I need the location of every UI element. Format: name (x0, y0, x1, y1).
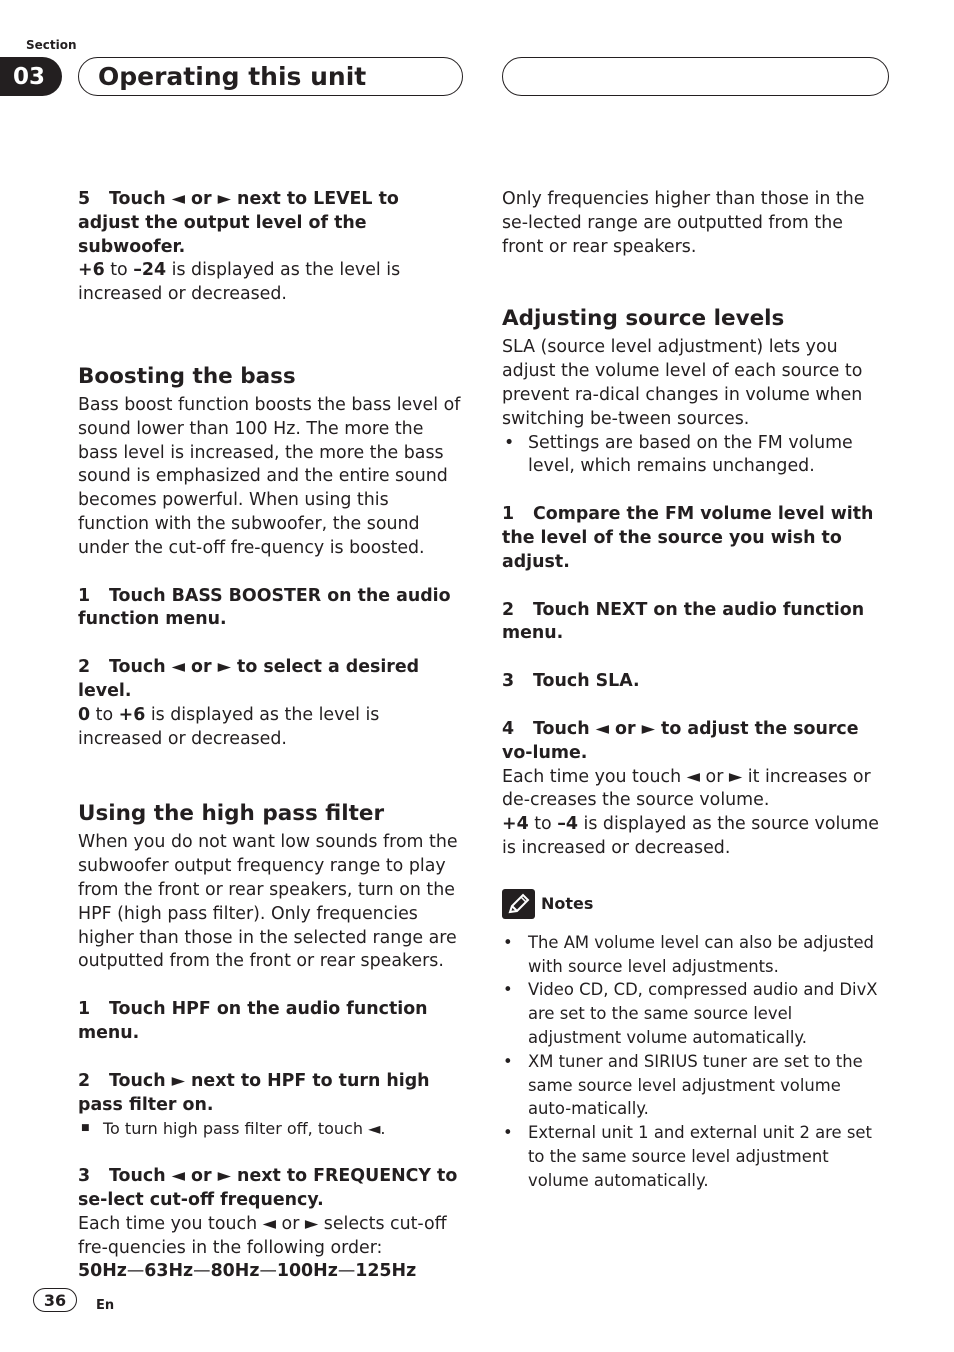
hpf-continued-text: Only frequencies higher than those in the se-lected range are outputted from the front or rear speakers. (502, 189, 865, 257)
freq-separator: — (259, 1261, 277, 1282)
bullet-dot-icon: • (503, 980, 513, 1000)
level-step-5 (78, 188, 465, 259)
step-number: 2 (502, 599, 515, 620)
notes-title: Notes (541, 893, 594, 913)
hpf-body: When you do not want low sounds from the subwoofer output frequency range to play from the front or rear speakers, turn on the HPF (high pass filter). Only frequencies higher than those in the selected range are outputted from the front or rear speakers. (78, 832, 458, 972)
note-text: Video CD, CD, compressed audio and DivX are set to the same source level adjustment volume automatically. (528, 980, 878, 1047)
page-title (78, 57, 463, 96)
freq-item: 80Hz (210, 1261, 260, 1282)
freq-item: 125Hz (355, 1261, 417, 1282)
bullet-dot-icon: • (503, 1123, 513, 1143)
bass-step-2 (78, 656, 465, 704)
bass-range-text (78, 704, 465, 752)
bullet-dot-icon: • (503, 932, 513, 952)
level-rest: is displayed as the level is increased or decreased. (78, 260, 401, 305)
note-item (502, 931, 889, 979)
right-column (502, 188, 889, 1193)
step-number: 4 (502, 718, 515, 739)
freq-separator: — (193, 1261, 211, 1282)
hpf-step-2 (78, 1070, 465, 1118)
step-text: Touch ◄ or ► to select a desired level. (78, 657, 420, 701)
level-from: +6 (78, 260, 105, 281)
to-word: to (104, 260, 134, 281)
left-column (78, 188, 465, 1284)
hpf-step-1 (78, 998, 465, 1046)
step-text: Touch ◄ or ► next to LEVEL to adjust the output level of the subwoofer. (78, 189, 399, 257)
freq-separator: — (126, 1261, 145, 1282)
heading-adjusting-source-levels: Adjusting source levels (502, 306, 785, 332)
frequency-sequence (78, 1260, 465, 1284)
vol-rest: is displayed as the source volume is increased or decreased. (502, 814, 879, 858)
vol-to: –4 (557, 814, 578, 835)
page-number: 36 (33, 1288, 77, 1312)
freq-item: 63Hz (144, 1261, 194, 1282)
hpf-off-note (78, 1117, 465, 1141)
bass-from: 0 (78, 704, 91, 725)
note-item (502, 978, 889, 1049)
bullet-dot-icon: • (504, 432, 515, 453)
bass-body: Bass boost function boosts the bass level of sound lower than 100 Hz. The more the bass level is increased, the more the bass sound is emphasized and the entire sound becomes powerful. When using this function with the subwoofer, the sound under the cut-off fre-quency is boosted. (78, 394, 461, 558)
sla-bullet-text: Settings are based on the FM volume level, which remains unchanged. (528, 432, 853, 477)
section-number-badge: 03 (0, 57, 62, 96)
step-text: Touch NEXT on the audio function menu. (502, 599, 865, 644)
notes-pencil-icon (502, 889, 535, 919)
bass-step-1 (78, 585, 465, 633)
header-empty-box (502, 57, 889, 96)
step-text: Touch ◄ or ► to adjust the source vo-lume. (502, 718, 859, 763)
heading-high-pass-filter: Using the high pass filter (78, 801, 385, 827)
sla-step-2 (502, 599, 889, 647)
vol-from: +4 (502, 814, 529, 835)
section-label: Section (26, 38, 77, 52)
step-text: Touch HPF on the audio function menu. (78, 999, 428, 1043)
notes-header (502, 889, 889, 919)
step-number: 5 (78, 189, 91, 209)
page-title-text: Operating this unit (98, 62, 367, 91)
step-number: 3 (78, 1166, 91, 1187)
bass-to: +6 (118, 704, 146, 725)
sla-step4-body: Each time you touch ◄ or ► it increases or de-creases the source volume. (502, 766, 871, 811)
step-text: Touch ► next to HPF to turn high pass filter on. (78, 1070, 430, 1115)
note-text: XM tuner and SIRIUS tuner are set to the same source level adjustment volume auto-matically. (528, 1051, 863, 1119)
step-text: Compare the FM volume level with the level of the source you wish to adjust. (502, 504, 874, 572)
step-number: 2 (78, 1070, 91, 1091)
step-number: 1 (78, 585, 91, 606)
note-item (502, 1121, 889, 1192)
level-range-text (78, 259, 465, 307)
step-text: Touch BASS BOOSTER on the audio function menu. (78, 585, 451, 630)
to-word: to (90, 704, 119, 725)
sla-step-3 (502, 670, 889, 694)
note-item (502, 1050, 889, 1121)
sla-body: SLA (source level adjustment) lets you adjust the volume level of each source to prevent ra-dical changes in volume when switching be-tween sources. (502, 337, 863, 429)
hpf-step3-body: Each time you touch ◄ or ► selects cut-off fre-quencies in the following order: (78, 1213, 447, 1258)
step-number: 1 (78, 999, 91, 1020)
bass-rest: is displayed as the level is increased or decreased. (78, 704, 380, 749)
freq-separator: — (337, 1261, 356, 1282)
step-number: 1 (502, 504, 515, 525)
freq-item: 100Hz (276, 1261, 338, 1282)
step-text: Touch SLA. (533, 671, 640, 692)
heading-boosting-bass: Boosting the bass (78, 363, 296, 389)
level-to: –24 (133, 260, 167, 281)
note-text: External unit 1 and external unit 2 are set to the same source level adjustment volume automatically. (528, 1123, 872, 1190)
square-bullet-icon: ■ (81, 1123, 90, 1134)
language-label: En (96, 1298, 115, 1313)
note-text: The AM volume level can also be adjusted with source level adjustments. (528, 932, 874, 976)
freq-item: 50Hz (78, 1261, 127, 1282)
step-number: 2 (78, 657, 91, 678)
step-text: Touch ◄ or ► next to FREQUENCY to se-lect cut-off frequency. (78, 1166, 458, 1210)
step-number: 3 (502, 671, 515, 692)
sla-step-4 (502, 718, 889, 766)
hpf-off-text: To turn high pass filter off, touch ◄. (103, 1119, 386, 1139)
volume-range-text (502, 813, 889, 861)
notes-section (502, 889, 889, 1193)
bullet-dot-icon: • (503, 1051, 513, 1071)
hpf-step-3 (78, 1165, 465, 1213)
sla-step-1 (502, 503, 889, 574)
to-word: to (528, 814, 558, 835)
sla-bullet (502, 432, 889, 480)
